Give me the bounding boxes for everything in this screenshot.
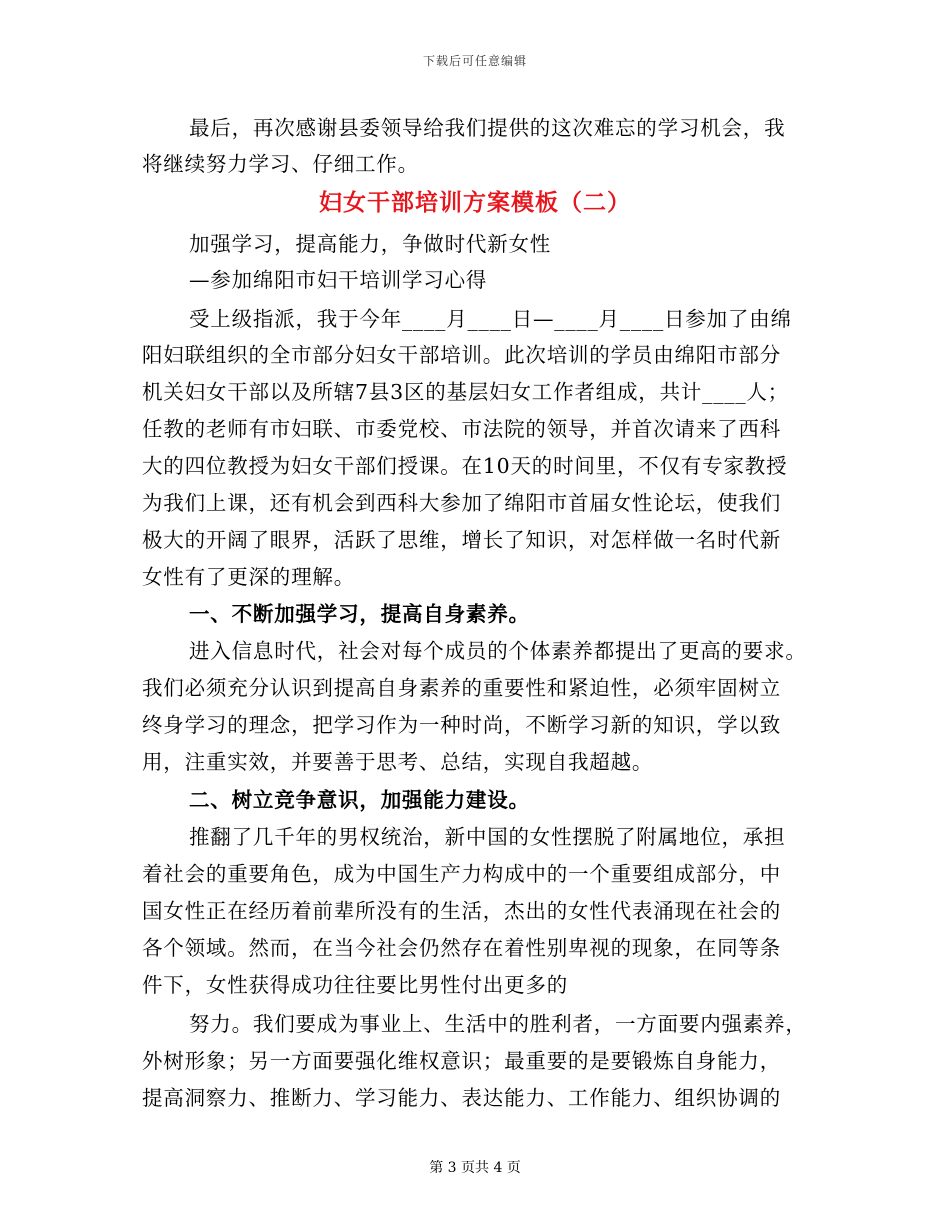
document-title: 妇女干部培训方案模板（二）	[319, 189, 631, 216]
paragraph-line: 努力。我们要成为事业上、生活中的胜利者，一方面要内强素养，	[189, 1012, 807, 1036]
paragraph-line: 提高洞察力、推断力、学习能力、表达能力、工作能力、组织协调的	[142, 1086, 781, 1110]
paragraph-line: 国女性正在经历着前辈所没有的生活，杰出的女性代表涌现在社会的	[142, 899, 781, 923]
page-header: 下载后可任意编辑	[422, 54, 527, 68]
paragraph-line: 大的四位教授为妇女干部们授课。在10天的时间里，不仅有专家教授	[142, 454, 788, 478]
paragraph-line: 件下，女性获得成功往往要比男性付出更多的	[142, 973, 568, 997]
paragraph-line: 终身学习的理念，把学习作为一种时尚，不断学习新的知识，学以致	[142, 713, 781, 737]
paragraph-line: 外树形象；另一方面要强化维权意识；最重要的是要锻炼自身能力，	[142, 1049, 781, 1073]
page-footer: 第 3 页共 4 页	[429, 1160, 521, 1176]
section-heading: 二、树立竞争意识，加强能力建设。	[189, 788, 530, 812]
subtitle-line: 加强学习，提高能力，争做时代新女性	[189, 232, 552, 256]
subtitle-line: —参加绵阳市妇干培训学习心得	[189, 268, 488, 292]
paragraph-line: 进入信息时代，社会对每个成员的个体素养都提出了更高的要求。	[189, 639, 807, 663]
paragraph-line: 各个领域。然而，在当今社会仍然存在着性别卑视的现象，在同等条	[142, 936, 781, 960]
paragraph-line: 将继续努力学习、仔细工作。	[142, 152, 419, 176]
paragraph-line: 阳妇联组织的全市部分妇女干部培训。此次培训的学员由绵阳市部分	[142, 343, 781, 367]
section-heading: 一、不断加强学习，提高自身素养。	[189, 602, 530, 626]
paragraph-line: 任教的老师有市妇联、市委党校、市法院的领导，并首次请来了西科	[142, 417, 781, 441]
paragraph-line: 机关妇女干部以及所辖7县3区的基层妇女工作者组成，共计____人；	[142, 380, 789, 404]
paragraph-line: 着社会的重要角色，成为中国生产力构成中的一个重要组成部分，中	[142, 862, 781, 886]
paragraph-line: 用，注重实效，并要善于思考、总结，实现自我超越。	[142, 750, 654, 774]
paragraph-line: 为我们上课，还有机会到西科大参加了绵阳市首届女性论坛，使我们	[142, 491, 781, 515]
paragraph-line: 我们必须充分认识到提高自身素养的重要性和紧迫性，必须牢固树立	[142, 676, 781, 700]
paragraph-line: 受上级指派，我于今年____月____日—____月____日参加了由绵	[189, 307, 792, 331]
paragraph-line: 女性有了更深的理解。	[142, 565, 355, 589]
paragraph-line: 极大的开阔了眼界，活跃了思维，增长了知识，对怎样做一名时代新	[142, 528, 781, 552]
paragraph-line: 推翻了几千年的男权统治，新中国的女性摆脱了附属地位，承担	[189, 825, 786, 849]
paragraph-line: 最后，再次感谢县委领导给我们提供的这次难忘的学习机会，我	[189, 116, 786, 140]
